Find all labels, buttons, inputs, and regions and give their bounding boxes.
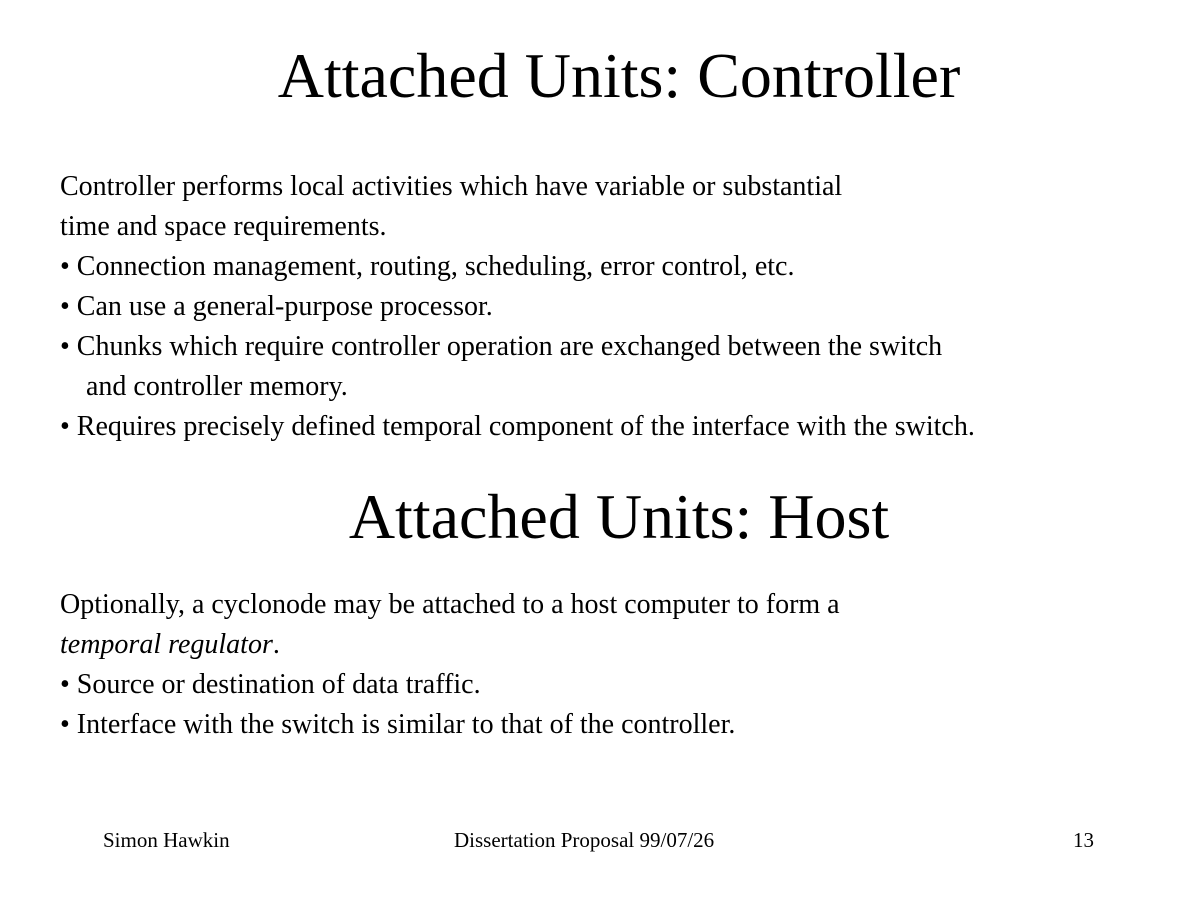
footer-page-number: 13 [1073, 828, 1094, 852]
controller-intro-line-1: Controller performs local activities which have variable or substantial [60, 171, 843, 202]
host-bullet-2: • Interface with the switch is similar to that of the controller. [60, 709, 736, 740]
temporal-regulator-term: temporal regulator [60, 629, 273, 660]
controller-bullet-4: • Requires precisely defined temporal component of the interface with the switch. [60, 411, 975, 442]
controller-bullet-3-continuation: and controller memory. [86, 371, 348, 402]
controller-bullet-3: • Chunks which require controller operation are exchanged between the switch [60, 331, 943, 362]
controller-bullet-1: • Connection management, routing, scheduling, error control, etc. [60, 251, 795, 282]
host-intro-line-2 [60, 625, 840, 665]
host-section-body [60, 585, 840, 745]
host-intro-line-1: Optionally, a cyclonode may be attached to a host computer to form a [60, 589, 840, 620]
footer-presentation-info: Dissertation Proposal 99/07/26 [454, 828, 715, 852]
controller-section-body [60, 167, 975, 447]
controller-intro-line-2: time and space requirements. [60, 211, 387, 242]
host-intro-line-2-period: . [272, 629, 280, 660]
controller-section-title: Attached Units: Controller [277, 40, 961, 111]
footer-author: Simon Hawkin [103, 828, 230, 852]
host-section-title: Attached Units: Host [348, 481, 890, 552]
host-bullet-1: • Source or destination of data traffic. [60, 669, 481, 700]
controller-bullet-2: • Can use a general-purpose processor. [60, 291, 493, 322]
